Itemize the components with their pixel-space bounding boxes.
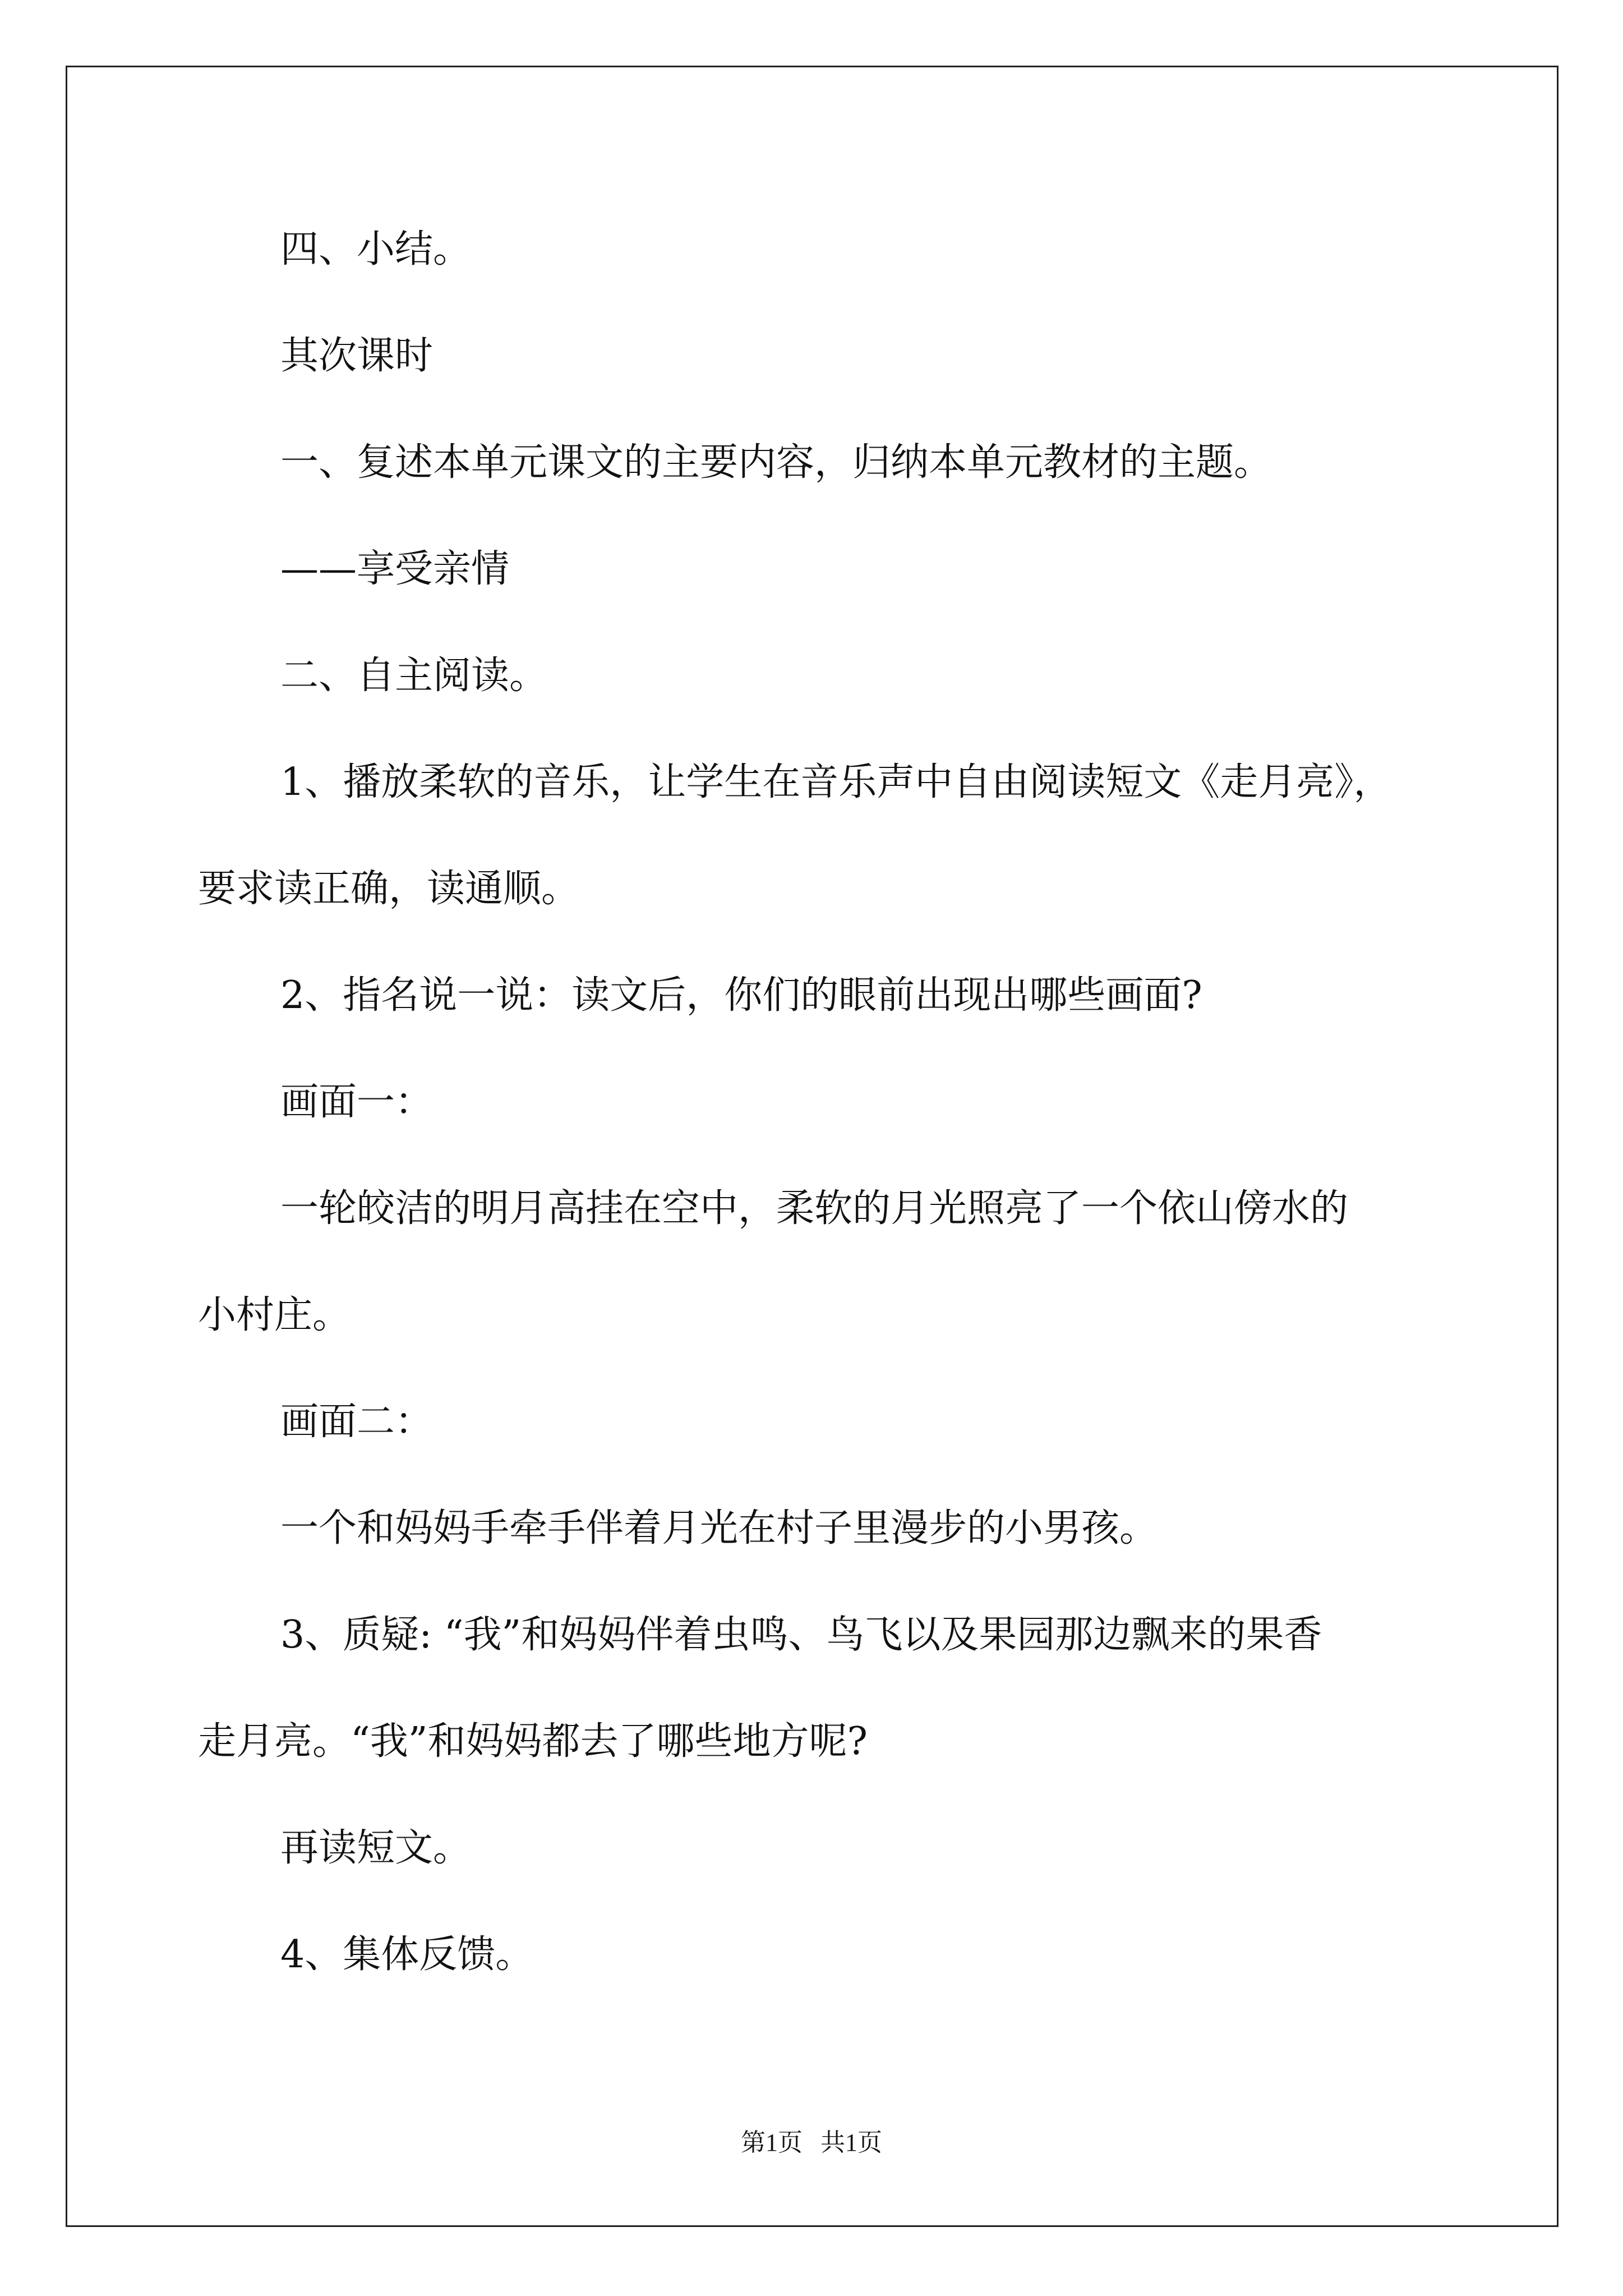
paragraph-scene-one-line-1: 一轮皎洁的明月高挂在空中，柔软的月光照亮了一个依山傍水的: [280, 1186, 1349, 1231]
paragraph-theme: ——享受亲情: [280, 547, 510, 591]
paragraph-summary-heading: 四、小结。: [280, 227, 472, 272]
paragraph-scene-two-text: 一个和妈妈手牵手伴着月光在村子里漫步的小男孩。: [280, 1506, 1158, 1550]
paragraph-reread: 再读短文。: [280, 1826, 472, 1870]
paragraph-step-two: 二、自主阅读。: [280, 654, 548, 698]
paragraph-second-lesson: 其次课时: [280, 334, 434, 378]
paragraph-step-one: 一、复述本单元课文的主要内容，归纳本单元教材的主题。: [280, 440, 1272, 485]
page-number-total: 共1页: [820, 2129, 882, 2156]
paragraph-item-3-line-2: 走月亮。“我”和妈妈都去了哪些地方呢?: [198, 1719, 868, 1764]
paragraph-item-3-line-1: 3、质疑: “我”和妈妈伴着虫鸣、鸟飞以及果园那边飘来的果香: [280, 1613, 1322, 1657]
paragraph-item-4: 4、集体反馈。: [280, 1932, 534, 1977]
paragraph-scene-two-label: 画面二：: [280, 1400, 434, 1444]
paragraph-scene-one-line-2: 小村庄。: [198, 1293, 351, 1337]
paragraph-item-1-line-1: 1、播放柔软的音乐，让学生在音乐声中自由阅读短文《走月亮》，: [280, 760, 1392, 804]
paragraph-item-2: 2、指名说一说：读文后，你们的眼前出现出哪些画面?: [280, 973, 1202, 1018]
paragraph-scene-one-label: 画面一：: [280, 1080, 434, 1124]
page-border: [66, 66, 1559, 2227]
paragraph-item-1-line-2: 要求读正确，读通顺。: [198, 867, 580, 911]
page-number-current: 第1页: [741, 2129, 803, 2156]
page-footer: [0, 2127, 1623, 2159]
